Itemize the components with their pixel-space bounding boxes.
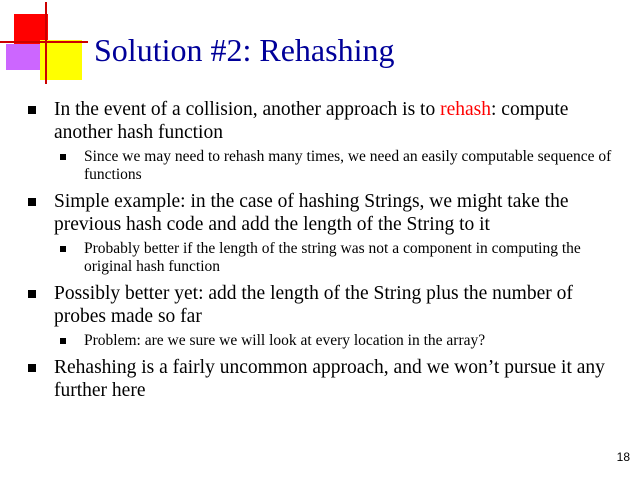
square-bullet-icon [28, 198, 36, 206]
bullet-text: Rehashing is a fairly uncommon approach, and we won’t pursue it any further here [54, 357, 605, 401]
sub-bullet-text: Since we may need to rehash many times, we need an easily computable sequence of functions [84, 148, 612, 183]
sub-bullet-item [28, 332, 628, 350]
square-bullet-icon [28, 106, 36, 114]
bullet-item [28, 356, 628, 402]
bullet-list [28, 98, 628, 409]
sub-bullet-text: Probably better if the length of the string was not a component in computing the original hash function [84, 240, 581, 275]
bullet-text: Simple example: in the case of hashing Strings, we might take the previous hash code and add the length of the String to it [54, 191, 569, 235]
sub-bullet-item [28, 240, 628, 276]
sub-bullet-text: Problem: are we sure we will look at every location in the array? [84, 332, 486, 349]
decorative-logo [0, 0, 90, 86]
page-number: 18 [616, 450, 630, 464]
square-bullet-icon [28, 290, 36, 298]
bullet-text: Possibly better yet: add the length of the String plus the number of probes made so far [54, 283, 573, 327]
square-bullet-icon [60, 246, 66, 252]
bullet-item [28, 190, 628, 236]
slide-title: Solution #2: Rehashing [94, 32, 395, 68]
sub-bullet-item [28, 148, 628, 184]
highlight-term: rehash [440, 99, 491, 120]
square-bullet-icon [60, 154, 66, 160]
square-bullet-icon [60, 338, 66, 344]
bullet-text-continued: : compute another hash function [54, 99, 569, 143]
bullet-text: In the event of a collision, another approach is to [54, 99, 441, 120]
square-bullet-icon [28, 364, 36, 372]
bullet-item [28, 98, 628, 144]
bullet-item [28, 282, 628, 328]
